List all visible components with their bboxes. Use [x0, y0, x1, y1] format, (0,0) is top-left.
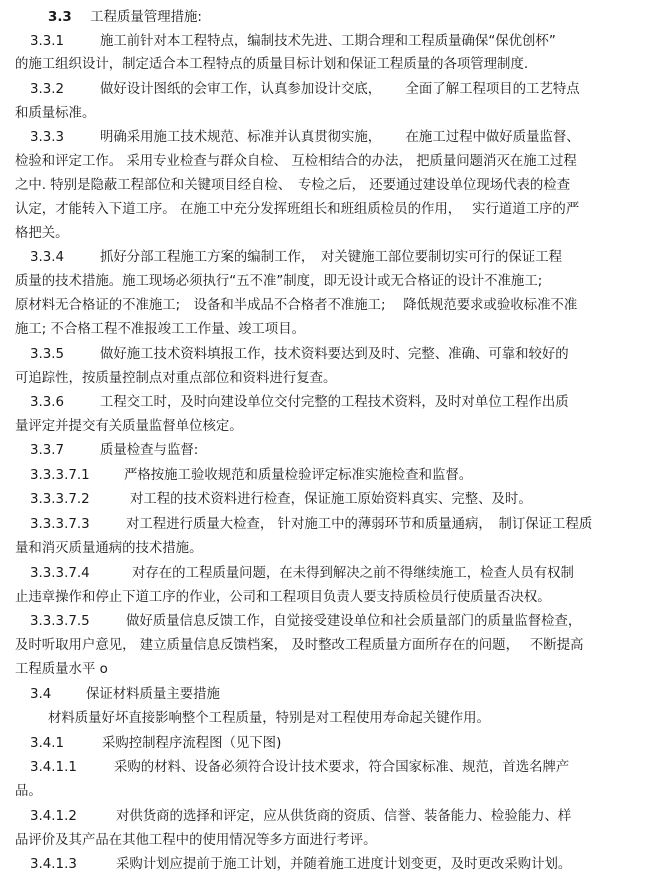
- paragraph-number: 3.4.1.1: [30, 760, 77, 775]
- paragraph-3-3-1-line-2: 的施工组织设计，制定适合本工程特点的质量目标计划和保证工程质量的各项管理制度.: [15, 57, 529, 72]
- paragraph-text: 施工前针对本工程特点，编制技术先进、工期合理和工程质量确保“保优创杯”: [100, 34, 556, 49]
- paragraph-text: 工程交工时，及时向建设单位交付完整的工程技术资料，及时对单位工程作出质: [100, 395, 569, 410]
- paragraph-3-3-3-7-5-line-1: [30, 613, 581, 631]
- paragraph-text: 对存在的工程质量问题，在未得到解决之前不得继续施工，检查人员有权制: [132, 566, 574, 581]
- section-3-4-intro: 材料质量好坏直接影响整个工程质量，特别是对工程使用寿命起关键作用。: [48, 711, 490, 726]
- paragraph-3-3-4-line-4: 施工; 不合格工程不准报竣工工作量、竣工项目。: [15, 322, 305, 337]
- paragraph-3-3-6-line-1: [30, 394, 569, 412]
- paragraph-3-3-4-line-2: 质量的技术措施。施工现场必须执行“五不准”制度，即无设计或无合格证的设计不准施工;: [15, 274, 543, 289]
- paragraph-3-3-3-7-5-line-2: 及时听取用户意见， 建立质量信息反馈档案， 及时整改工程质量方面所存在的问题， 不断提高: [15, 638, 584, 653]
- paragraph-number: 3.3.3.7.3: [30, 517, 90, 532]
- paragraph-3-3-6-line-2: 量评定并提交有关质量监督单位核定。: [15, 419, 243, 434]
- paragraph-3-3-2-line-2: 和质量标准。: [15, 106, 96, 121]
- paragraph-3-3-5-line-2: 可追踪性，按质量控制点对重点部位和资料进行复查。: [15, 371, 337, 386]
- paragraph-number: 3.4.1.3: [30, 857, 77, 872]
- paragraph-text: 明确采用施工技术规范、标准并认真贯彻实施， 在施工过程中做好质量监督、: [100, 130, 580, 145]
- paragraph-3-3-3-7-1-line-1: [30, 467, 472, 485]
- paragraph-text: 采购的材料、设备必须符合设计技术要求，符合国家标准、规范，首选名牌产: [114, 760, 570, 775]
- paragraph-text: 对供货商的选择和评定，应从供货商的资质、信誉、装备能力、检验能力、样: [116, 809, 572, 824]
- paragraph-number: 3.3.3.7.5: [30, 614, 90, 629]
- paragraph-number: 3.3.3: [30, 130, 65, 145]
- paragraph-text: 做好质量信息反馈工作，自觉接受建设单位和社会质量部门的质量监督检查，: [126, 614, 582, 629]
- paragraph-3-3-2-line-1: [30, 81, 580, 99]
- paragraph-text: 采购计划应提前于施工计划，并随着施工进度计划变更，及时更改采购计划。: [116, 857, 572, 872]
- paragraph-number: 3.4.1.2: [30, 809, 77, 824]
- paragraph-3-4-1-1-line-1: [30, 759, 569, 777]
- paragraph-number: 3.3.1: [30, 34, 65, 49]
- section-number: 3.3: [48, 10, 72, 25]
- paragraph-text: 做好施工技术资料填报工作，技术资料要达到及时、完整、准确、可靠和较好的: [100, 347, 569, 362]
- paragraph-3-3-3-line-2: 检验和评定工作。 采用专业检查与群众自检、 互检相结合的办法， 把质量问题消灭在施工过程: [15, 154, 577, 169]
- paragraph-text: 对工程进行质量大检查， 针对施工中的薄弱环节和质量通病， 制订保证工程质: [126, 517, 593, 532]
- paragraph-3-3-3-line-4: 认定，才能转入下道工序。 在施工中充分发挥班组长和班组质检员的作用， 实行道道工序的严: [15, 202, 580, 217]
- paragraph-text: 做好设计图纸的会审工作，认真参加设计交底， 全面了解工程项目的工艺特点: [100, 82, 580, 97]
- paragraph-text: 质量检查与监督:: [100, 443, 199, 458]
- paragraph-text: 对工程的技术资料进行检查，保证施工原始资料真实、完整、及时。: [130, 492, 532, 507]
- paragraph-number: 3.3.3.7.2: [30, 492, 90, 507]
- paragraph-3-3-4-line-3: 原材料无合格证的不准施工; 设备和半成品不合格者不准施工; 降低规范要求或验收标准不准: [15, 298, 578, 313]
- paragraph-number: 3.4.1: [30, 736, 65, 751]
- paragraph-number: 3.3.2: [30, 82, 65, 97]
- section-heading: [48, 9, 202, 27]
- section-title: 保证材料质量主要措施: [86, 687, 220, 702]
- paragraph-3-3-3-7-4-line-2: 止违章操作和停止下道工序的作业，公司和工程项目负责人要支持质检员行使质量否决权。: [15, 590, 551, 605]
- section-title: 工程质量管理措施:: [90, 10, 202, 25]
- paragraph-number: 3.3.3.7.4: [30, 566, 90, 581]
- paragraph-3-3-3-7-3-line-1: [30, 516, 592, 534]
- paragraph-number: 3.3.6: [30, 395, 65, 410]
- paragraph-3-4-1-line-1: [30, 735, 281, 753]
- paragraph-number: 3.3.3.7.1: [30, 468, 90, 483]
- section-number: 3.4: [30, 687, 52, 702]
- paragraph-number: 3.3.4: [30, 250, 65, 265]
- paragraph-3-3-3-7-4-line-1: [30, 565, 574, 583]
- paragraph-3-4-1-2-line-1: [30, 808, 571, 826]
- paragraph-3-3-3-line-3: 之中. 特别是隐蔽工程部位和关键项目经自检、 专检之后， 还要通过建设单位现场代表的检查: [15, 178, 571, 193]
- paragraph-3-4-1-1-line-2: 品。: [15, 784, 42, 799]
- paragraph-3-3-3-line-5: 格把关。: [15, 226, 69, 241]
- paragraph-3-3-7-line-1: [30, 442, 198, 460]
- paragraph-3-3-3-line-1: [30, 129, 580, 147]
- paragraph-3-4-1-2-line-2: 品评价及其产品在其他工程中的使用情况等多方面进行考评。: [15, 833, 377, 848]
- paragraph-3-3-3-7-2-line-1: [30, 491, 532, 509]
- paragraph-text: 严格按施工验收规范和质量检验评定标准实施检查和监督。: [124, 468, 473, 483]
- section-3-4-heading: [30, 686, 220, 704]
- paragraph-number: 3.3.5: [30, 347, 65, 362]
- paragraph-3-3-3-7-5-line-3: 工程质量水平 o: [15, 662, 108, 677]
- paragraph-3-3-5-line-1: [30, 346, 569, 364]
- paragraph-text: 采购控制程序流程图（见下图): [102, 736, 282, 751]
- paragraph-3-4-1-3-line-1: [30, 856, 571, 874]
- paragraph-3-3-4-line-1: [30, 249, 562, 267]
- paragraph-3-3-1-line-1: [30, 33, 556, 51]
- paragraph-3-3-3-7-3-line-2: 量和消灭质量通病的技术措施。: [15, 541, 203, 556]
- paragraph-text: 抓好分部工程施工方案的编制工作， 对关键施工部位要制切实可行的保证工程: [100, 250, 562, 265]
- paragraph-number: 3.3.7: [30, 443, 65, 458]
